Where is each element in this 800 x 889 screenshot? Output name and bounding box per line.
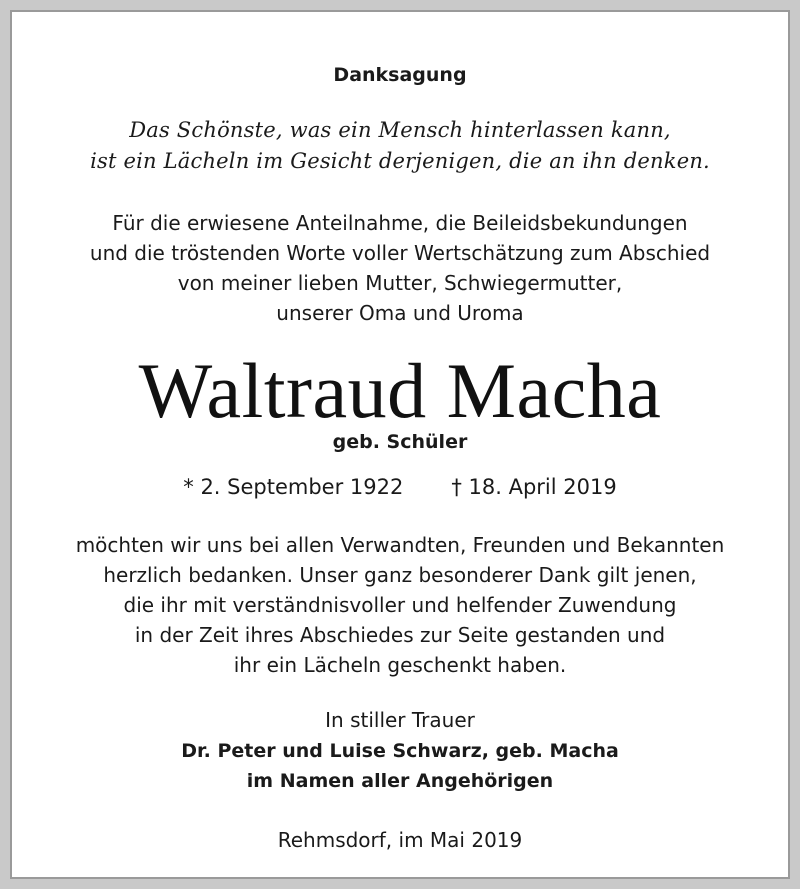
thanks-line-5: ihr ein Lächeln geschenkt haben.	[233, 653, 567, 677]
thanks-line-1: möchten wir uns bei allen Verwandten, Freunden und Bekannten	[75, 533, 725, 557]
place-date: Rehmsdorf, im Mai 2019	[277, 828, 523, 852]
thanks-line-4: in der Zeit ihres Abschiedes zur Seite gestanden und	[134, 623, 666, 647]
intro-line-1: Für die erwiesene Anteilnahme, die Beileidsbekundungen	[112, 211, 688, 235]
intro-line-4: unserer Oma und Uroma	[276, 301, 524, 325]
thanks-line-3: die ihr mit verständnisvoller und helfender Zuwendung	[123, 593, 677, 617]
quote-line-1: Das Schönste, was ein Mensch hinterlassen kann,	[129, 118, 671, 142]
signatory-line-1: Dr. Peter und Luise Schwarz, geb. Macha	[181, 740, 619, 762]
signatory-line-2: im Namen aller Angehörigen	[246, 770, 554, 792]
quote-line-2: ist ein Lächeln im Gesicht derjenigen, die an ihn denken.	[90, 149, 710, 173]
obituary-notice	[22, 22, 778, 867]
mourning-phrase: In stiller Trauer	[325, 708, 475, 732]
birth-date: * 2. September 1922	[183, 475, 404, 499]
life-dates	[22, 475, 778, 499]
intro-line-3: von meiner lieben Mutter, Schwiegermutter,	[177, 271, 623, 295]
thanks-line-2: herzlich bedanken. Unser ganz besonderer Dank gilt jenen,	[103, 563, 697, 587]
maiden-name: geb. Schüler	[332, 431, 468, 453]
notice-heading: Danksagung	[333, 64, 467, 86]
deceased-name: Waltraud Macha	[138, 347, 662, 434]
intro-line-2: und die tröstenden Worte voller Wertschätzung zum Abschied	[89, 241, 711, 265]
death-date: † 18. April 2019	[451, 475, 617, 499]
